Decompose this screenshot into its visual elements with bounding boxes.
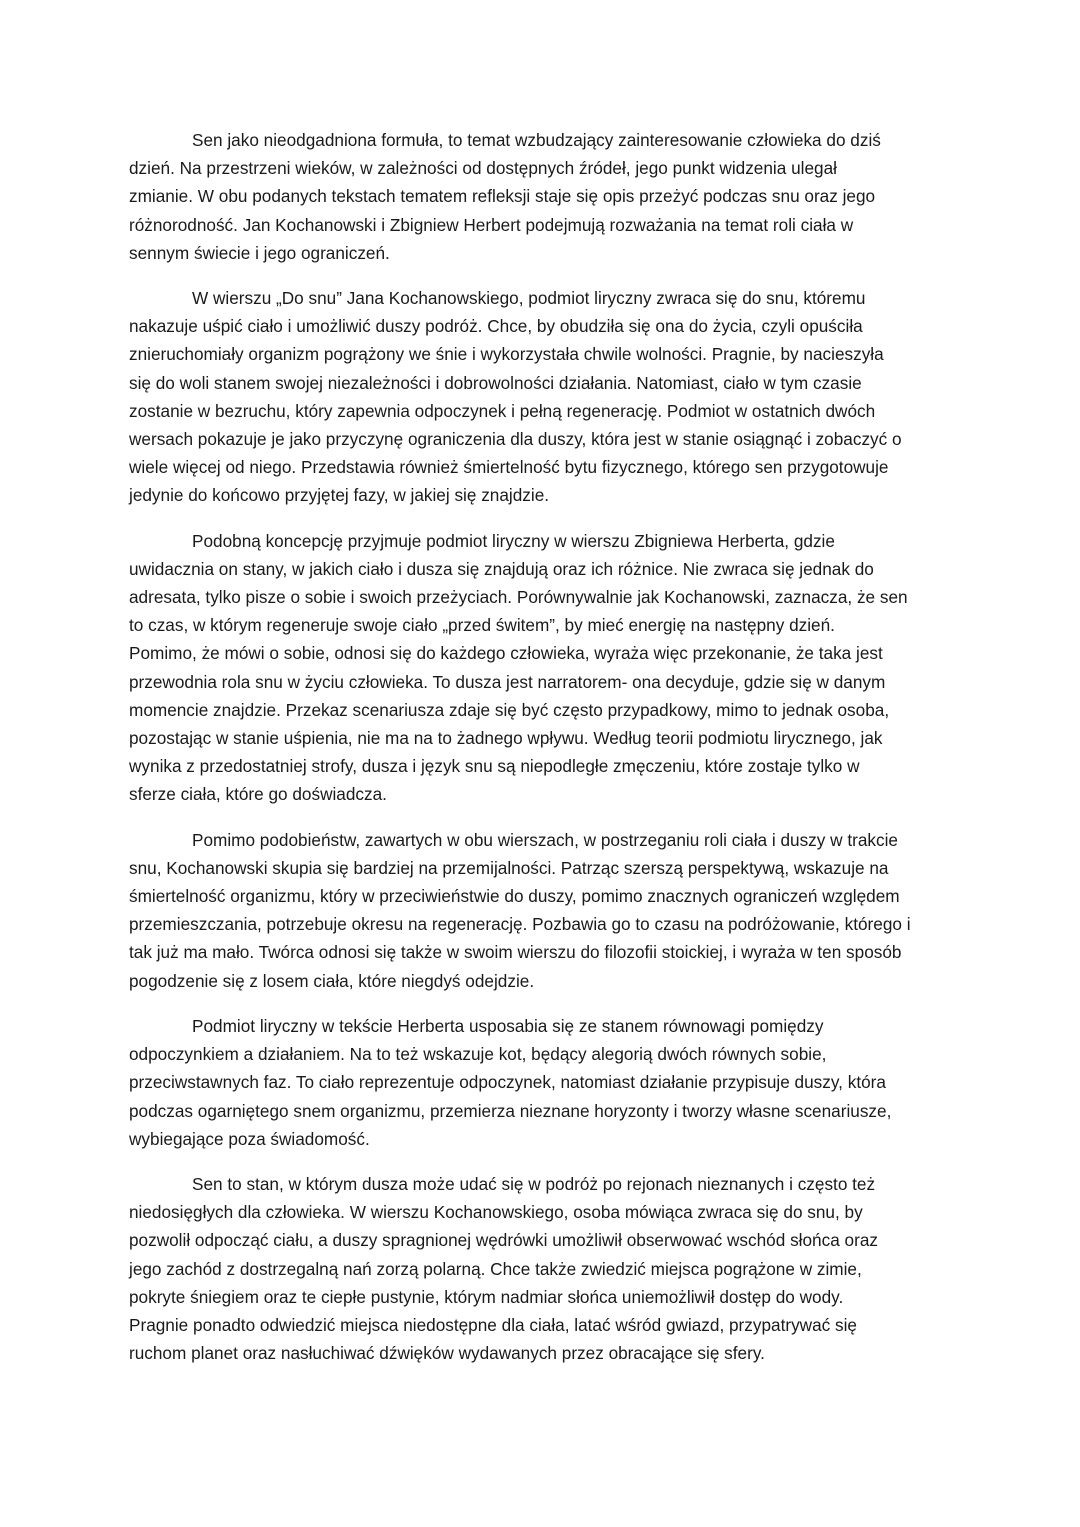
text-line: pokryte śniegiem oraz te ciepłe pustynie, którym nadmiar słońca uniemożliwił dostęp do wody. — [129, 1286, 844, 1307]
paragraph-4 — [129, 826, 957, 995]
text-line: przewodnia rola snu w życiu człowieka. To dusza jest narratorem- ona decyduje, gdzie się w danym — [129, 671, 886, 692]
text-line: pogodzenie się z losem ciała, które niegdyś odejdzie. — [129, 970, 535, 991]
text-line: wiele więcej od niego. Przedstawia również śmiertelność bytu fizycznego, którego sen przygotowuje — [129, 457, 889, 478]
text-line: Pomimo podobieństw, zawartych w obu wierszach, w postrzeganiu roli ciała i duszy w trakcie — [192, 829, 898, 850]
text-line: sennym świecie i jego ograniczeń. — [129, 242, 390, 263]
paragraph-5 — [129, 1012, 957, 1153]
text-line: przemieszczania, potrzebuje okresu na regenerację. Pozbawia go to czasu na podróżowanie, którego i — [129, 914, 911, 935]
text-line: uwidacznia on stany, w jakich ciało i dusza się znajdują oraz ich różnice. Nie zwraca się jednak do — [129, 558, 874, 579]
text-line: Podmiot liryczny w tekście Herberta usposabia się ze stanem równowagi pomiędzy — [192, 1015, 824, 1036]
paragraph-2 — [129, 284, 957, 510]
text-line: momencie znajdzie. Przekaz scenariusza zdaje się być często przypadkowy, mimo to jednak osoba, — [129, 699, 890, 720]
text-line: znieruchomiały organizm pogrążony we śnie i wykorzystała chwile wolności. Pragnie, by nacieszyła — [129, 344, 884, 365]
text-line: Podobną koncepcję przyjmuje podmiot liryczny w wierszu Zbigniewa Herberta, gdzie — [192, 530, 835, 551]
paragraph-6 — [129, 1170, 957, 1367]
text-line: podczas ogarniętego snem organizmu, przemierza nieznane horyzonty i tworzy własne scenariusze, — [129, 1100, 892, 1121]
text-line: wynika z przedostatniej strofy, dusza i język snu są niepodległe zmęczeniu, które zostaje tylko w — [129, 756, 860, 777]
text-line: dzień. Na przestrzeni wieków, w zależności od dostępnych źródeł, jego punkt widzenia ulegał — [129, 158, 837, 179]
text-line: snu, Kochanowski skupia się bardziej na przemijalności. Patrząc szerszą perspektywą, wskazuje na — [129, 857, 889, 878]
text-line: wersach pokazuje je jako przyczynę ograniczenia dla duszy, która jest w stanie osiągnąć i zobaczyć o — [129, 429, 902, 450]
text-line: jego zachód z dostrzegalną nań zorzą polarną. Chce także zwiedzić miejsca pogrążone w zimie, — [129, 1258, 862, 1279]
text-line: Sen jako nieodgadniona formuła, to temat wzbudzający zainteresowanie człowieka do dziś — [192, 130, 881, 150]
text-line: zostanie w bezruchu, który zapewnia odpoczynek i pełną regenerację. Podmiot w ostatnich dwóch — [129, 400, 876, 421]
text-line: wybiegające poza świadomość. — [129, 1128, 370, 1149]
text-line: przeciwstawnych faz. To ciało reprezentuje odpoczynek, natomiast działanie przypisuje duszy, która — [129, 1072, 886, 1093]
text-line: niedosięgłych dla człowieka. W wierszu Kochanowskiego, osoba mówiąca zwraca się do snu, by — [129, 1202, 863, 1223]
text-line: nakazuje uśpić ciało i umożliwić duszy podróż. Chce, by obudziła się ona do życia, czyli opuściła — [129, 316, 863, 337]
text-line: się do woli stanem swojej niezależności i dobrowolności działania. Natomiast, ciało w tym czasie — [129, 372, 862, 393]
text-line: tak już ma mało. Twórca odnosi się także w swoim wierszu do filozofii stoickiej, i wyraża w ten sposób — [129, 942, 902, 963]
text-line: jedynie do końcowo przyjętej fazy, w jakiej się znajdzie. — [129, 485, 550, 506]
text-line: zmianie. W obu podanych tekstach tematem refleksji staje się opis przeżyć podczas snu oraz jego — [129, 186, 876, 207]
text-line: odpoczynkiem a działaniem. Na to też wskazuje kot, będący alegorią dwóch równych sobie, — [129, 1044, 827, 1065]
text-line: Sen to stan, w którym dusza może udać się w podróż po rejonach nieznanych i często też — [192, 1173, 876, 1194]
text-line: pozwolił odpocząć ciału, a duszy spragnionej wędrówki umożliwił obserwować wschód słońca oraz — [129, 1230, 878, 1251]
text-line: adresata, tylko pisze o sobie i swoich przeżyciach. Porównywalnie jak Kochanowski, zaznacza, że sen — [129, 587, 908, 608]
paragraph-1 — [129, 126, 957, 267]
text-line: to czas, w którym regeneruje swoje ciało „przed świtem”, by mieć energię na następny dzień. — [129, 615, 835, 636]
document-page — [129, 126, 957, 1384]
text-line: Pragnie ponadto odwiedzić miejsca niedostępne dla ciała, latać wśród gwiazd, przypatrywać się — [129, 1314, 857, 1335]
text-line: pozostając w stanie uśpienia, nie ma na to żadnego wpływu. Według teorii podmiotu lirycznego, jak — [129, 728, 883, 749]
text-line: sferze ciała, które go doświadcza. — [129, 784, 387, 805]
text-line: W wierszu „Do snu” Jana Kochanowskiego, podmiot liryczny zwraca się do snu, któremu — [192, 288, 866, 309]
text-line: ruchom planet oraz nasłuchiwać dźwięków wydawanych przez obracające się sfery. — [129, 1343, 765, 1364]
text-line: różnorodność. Jan Kochanowski i Zbigniew Herbert podejmują rozważania na temat roli ciała w — [129, 214, 854, 235]
text-line: śmiertelność organizmu, który w przeciwieństwie do duszy, pomimo znacznych ograniczeń względem — [129, 886, 900, 907]
text-line: Pomimo, że mówi o sobie, odnosi się do każdego człowieka, wyraża więc przekonanie, że taka jest — [129, 643, 883, 664]
paragraph-3 — [129, 527, 957, 809]
